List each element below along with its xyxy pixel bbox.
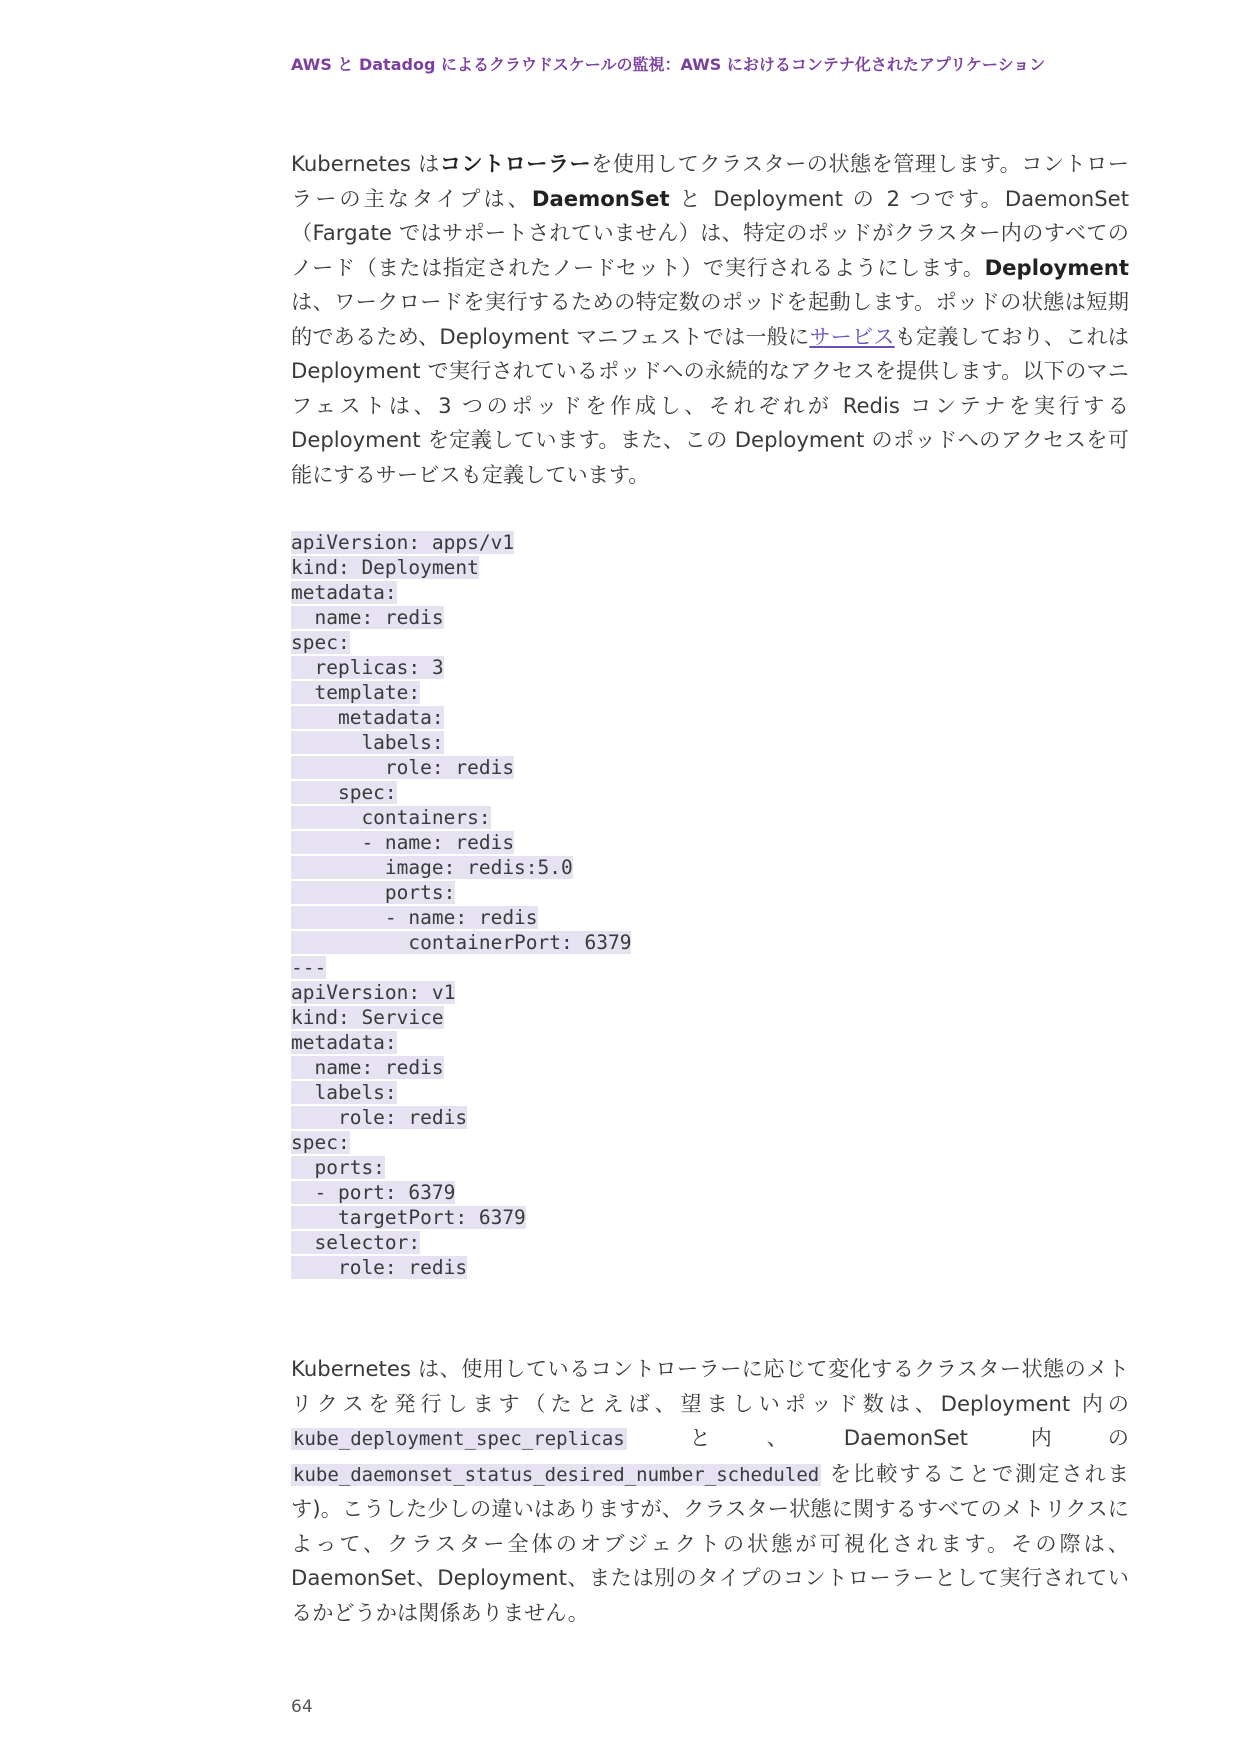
inline-code-deployment-replicas: kube_deployment_spec_replicas [293, 1428, 625, 1450]
text-segment: と Deployment の 2 つです。DaemonSet（Fargate ではサポートされていません）は、特定のポッドがクラスター内のすべてのノード（または指定されたノードセット）で実行されるようにします。 [291, 185, 1129, 280]
code-line [291, 905, 631, 930]
code-line-text: - name: redis [291, 906, 538, 929]
code-line-text: name: redis [291, 606, 444, 629]
code-line [291, 1180, 631, 1205]
code-line [291, 830, 631, 855]
code-line [291, 1230, 631, 1255]
code-line-text: containers: [291, 806, 491, 829]
code-line-text: spec: [291, 781, 397, 804]
yaml-code-block [291, 530, 631, 1280]
code-line-text: template: [291, 681, 421, 704]
code-line [291, 1255, 631, 1280]
code-line-text: labels: [291, 731, 444, 754]
code-line [291, 530, 631, 555]
code-line [291, 605, 631, 630]
text-segment: も定義しており、これは Deployment で実行されているポッドへの永続的なアクセスを提供します。以下のマニフェストは、3 つのポッドを作成し、それぞれが Redis コンテナを実行する Deployment を定義しています。また、この Deployment のポッドへのアクセスを可能にするサービスも定義しています。 [291, 323, 1129, 487]
metrics-paragraph [291, 1352, 1129, 1630]
code-line [291, 1130, 631, 1155]
code-line-text: ports: [291, 881, 456, 904]
service-link[interactable]: サービス [809, 323, 895, 349]
inline-code-daemonset-desired: kube_daemonset_status_desired_number_scheduled [293, 1463, 820, 1486]
code-line [291, 780, 631, 805]
code-line [291, 630, 631, 655]
code-line-text: - name: redis [291, 831, 515, 854]
code-line [291, 680, 631, 705]
running-header [291, 52, 1191, 75]
code-line-text: targetPort: 6379 [291, 1206, 526, 1229]
intro-paragraph [291, 147, 1129, 492]
code-line-text: selector: [291, 1231, 421, 1254]
code-line-text: replicas: 3 [291, 656, 444, 679]
code-line [291, 755, 631, 780]
code-line-text: role: redis [291, 756, 515, 779]
code-line-text: apiVersion: apps/v1 [291, 531, 515, 554]
code-line-text: spec: [291, 631, 350, 654]
bold-term-deployment: Deployment [984, 254, 1129, 280]
code-line-text: metadata: [291, 581, 397, 604]
code-line-text: image: redis:5.0 [291, 856, 573, 879]
code-line [291, 655, 631, 680]
code-line-text: --- [291, 956, 327, 979]
bold-term-controller: コントローラー [439, 151, 592, 176]
code-line-text: role: redis [291, 1256, 468, 1279]
code-line-text: ports: [291, 1156, 385, 1179]
code-line-text: name: redis [291, 1056, 444, 1079]
code-line [291, 580, 631, 605]
code-line [291, 1205, 631, 1230]
code-line [291, 1030, 631, 1055]
code-line-text: labels: [291, 1081, 397, 1104]
text-segment: は、ワークロードを実行するための特定数のポッドを起動します。ポッドの状態は短期的であるため、Deployment マニフェストでは一般に [291, 289, 1129, 349]
text-segment: と、DaemonSet 内の [626, 1425, 1129, 1450]
text-segment: を比較することで測定されます)。こうした少しの違いはありますが、クラスター状態に関するすべてのメトリクスによって、クラスター全体のオブジェクトの状態が可視化されます。その際は、DaemonSet、Deployment、または別のタイプのコントローラーとして実行されているかどうかは関係ありません。 [291, 1460, 1129, 1625]
code-line [291, 880, 631, 905]
code-line-text: kind: Deployment [291, 556, 479, 579]
code-line-text: kind: Service [291, 1006, 444, 1029]
code-line [291, 1105, 631, 1130]
bold-term-daemonset: DaemonSet [531, 185, 670, 211]
code-line [291, 1155, 631, 1180]
code-line [291, 855, 631, 880]
code-line-text: spec: [291, 1131, 350, 1154]
page-number: 64 [291, 1697, 313, 1717]
code-line-text: metadata: [291, 1031, 397, 1054]
code-line [291, 1005, 631, 1030]
code-line [291, 555, 631, 580]
code-line [291, 980, 631, 1005]
code-line [291, 705, 631, 730]
text-segment: Kubernetes は [291, 151, 440, 176]
code-line-text: containerPort: 6379 [291, 931, 632, 954]
code-line-text: role: redis [291, 1106, 468, 1129]
header-title: AWS と Datadog によるクラウドスケールの監視：AWS におけるコンテナ化されたアプリケーション [291, 55, 1046, 74]
code-line [291, 955, 631, 980]
code-line [291, 805, 631, 830]
text-segment: を使用してクラスターの状態を管理します。コントローラーの主なタイプは、 [291, 151, 1129, 211]
code-line [291, 1055, 631, 1080]
code-line-text: apiVersion: v1 [291, 981, 456, 1004]
code-line-text: - port: 6379 [291, 1181, 456, 1204]
code-line [291, 1080, 631, 1105]
text-segment: Kubernetes は、使用しているコントローラーに応じて変化するクラスター状態のメトリクスを発行します（たとえば、望ましいポッド数は、Deployment 内の [291, 1356, 1129, 1416]
code-line [291, 930, 631, 955]
code-line [291, 730, 631, 755]
code-line-text: metadata: [291, 706, 444, 729]
